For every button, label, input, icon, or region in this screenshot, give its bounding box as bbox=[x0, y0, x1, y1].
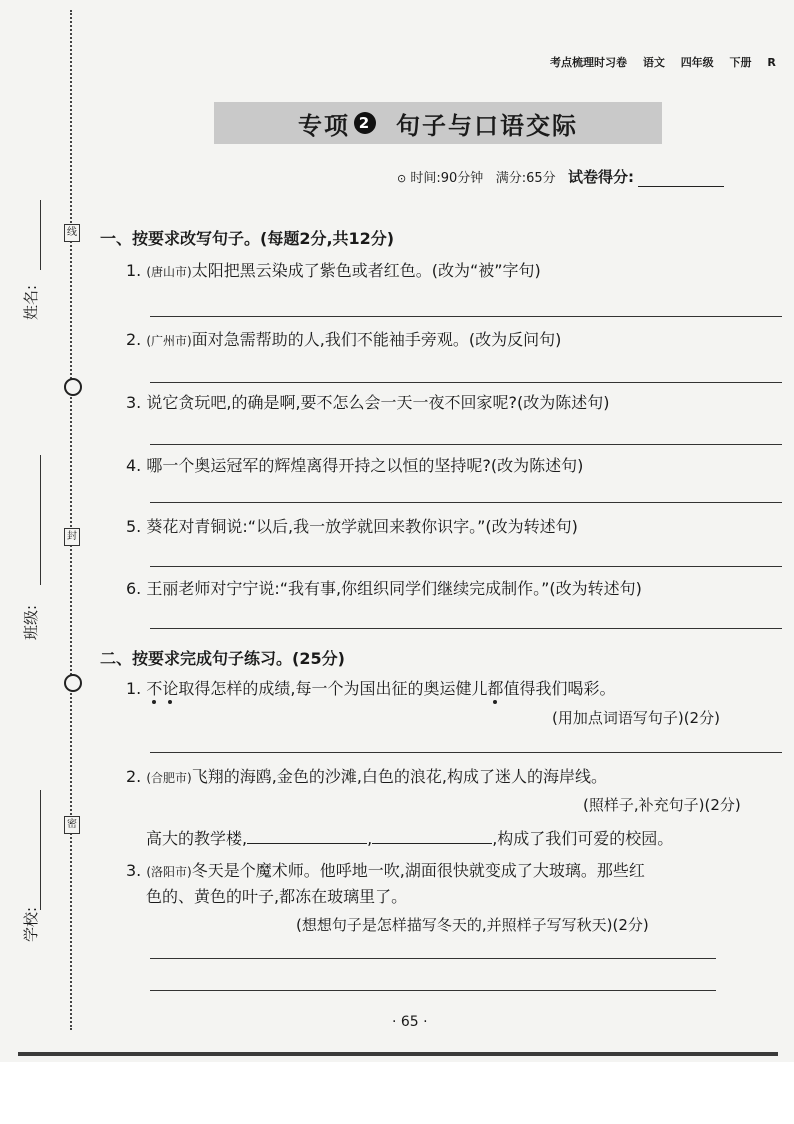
page-number: · 65 · bbox=[392, 1014, 428, 1030]
binding-box-mi: 密 bbox=[64, 816, 80, 834]
question-source: (唐山市) bbox=[146, 265, 192, 279]
score-label: 试卷得分: bbox=[568, 168, 635, 186]
dotted-word: 不 bbox=[146, 679, 163, 698]
banner-prefix: 专项 bbox=[298, 111, 350, 140]
score-field[interactable] bbox=[638, 186, 724, 187]
question-1-2 bbox=[126, 327, 561, 350]
banner-number: 2 bbox=[354, 112, 376, 134]
name-field-line[interactable] bbox=[40, 200, 41, 270]
question-number: 2. bbox=[126, 767, 142, 786]
question-1-3 bbox=[126, 390, 610, 413]
question-text: 面对急需帮助的人,我们不能袖手旁观。(改为反问句) bbox=[191, 330, 562, 349]
question-number: 4. bbox=[126, 456, 142, 475]
topic-banner bbox=[214, 102, 662, 144]
question-text: 太阳把黑云染成了紫色或者红色。(改为“被”字句) bbox=[191, 261, 541, 280]
requirement-2-3: (想想句子是怎样描写冬天的,并照样子写写秋天)(2分) bbox=[296, 916, 649, 934]
exam-meta bbox=[397, 166, 724, 187]
answer-line-6[interactable] bbox=[150, 628, 782, 629]
question-text: 取得怎样的成绩,每一个为国出征的奥运健儿 bbox=[178, 679, 488, 698]
fill-text: 高大的教学楼, bbox=[146, 829, 248, 848]
fill-sentence bbox=[146, 826, 673, 849]
header-info bbox=[550, 54, 776, 70]
dotted-word: 论 bbox=[162, 679, 179, 698]
grade: 四年级 bbox=[680, 56, 714, 69]
answer-line-2[interactable] bbox=[150, 382, 782, 383]
clock-icon: ⊙ bbox=[397, 172, 407, 185]
full-score: 满分:65分 bbox=[495, 171, 556, 186]
fill-text: ,构成了我们可爱的校园。 bbox=[492, 829, 674, 848]
class-field-line[interactable] bbox=[40, 455, 41, 585]
question-number: 3. bbox=[126, 861, 142, 880]
question-number: 3. bbox=[126, 393, 142, 412]
answer-line-1[interactable] bbox=[150, 316, 782, 317]
section1-title: 一、按要求改写句子。(每题2分,共12分) bbox=[100, 229, 395, 248]
binding-box-feng: 封 bbox=[64, 528, 80, 546]
question-number: 2. bbox=[126, 330, 142, 349]
question-2-1 bbox=[126, 676, 616, 699]
answer-line-3[interactable] bbox=[150, 444, 782, 445]
question-number: 5. bbox=[126, 517, 142, 536]
question-source: (洛阳市) bbox=[146, 865, 192, 879]
question-text: 值得我们喝彩。 bbox=[503, 679, 616, 698]
question-text: 说它贪玩吧,的确是啊,要不怎么会一天一夜不回家呢?(改为陈述句) bbox=[146, 393, 610, 412]
question-2-3 bbox=[126, 858, 645, 881]
question-number: 1. bbox=[126, 679, 142, 698]
question-1-5 bbox=[126, 514, 578, 537]
question-source: (合肥市) bbox=[146, 771, 192, 785]
question-text: 葵花对青铜说:“以后,我一放学就回来教你识字。”(改为转述句) bbox=[146, 517, 578, 536]
answer-line-2-1[interactable] bbox=[150, 752, 782, 753]
school-field-line[interactable] bbox=[40, 790, 41, 910]
question-text: 冬天是个魔术师。他呼地一吹,湖面很快就变成了大玻璃。那些红 bbox=[191, 861, 645, 880]
question-2-3-cont: 色的、黄色的叶子,都冻在玻璃里了。 bbox=[146, 887, 408, 906]
banner-title: 句子与口语交际 bbox=[396, 111, 578, 140]
edition: R bbox=[767, 56, 776, 69]
class-label: 班级: bbox=[22, 604, 40, 640]
fill-blank-2[interactable] bbox=[372, 829, 492, 844]
answer-line-5[interactable] bbox=[150, 566, 782, 567]
school-label: 学校: bbox=[22, 906, 40, 942]
binding-hole bbox=[64, 674, 82, 692]
fill-blank-1[interactable] bbox=[247, 829, 367, 844]
time-limit: 时间:90分钟 bbox=[410, 171, 484, 186]
question-number: 1. bbox=[126, 261, 142, 280]
fill-text: , bbox=[367, 829, 373, 848]
dotted-word: 都 bbox=[487, 679, 504, 698]
sheet-edge bbox=[18, 1052, 778, 1056]
question-1-4 bbox=[126, 453, 583, 476]
question-1-6 bbox=[126, 576, 642, 599]
question-number: 6. bbox=[126, 579, 142, 598]
requirement-2-2: (照样子,补充句子)(2分) bbox=[583, 796, 741, 814]
binding-box-xian: 线 bbox=[64, 224, 80, 242]
answer-line-2-3a[interactable] bbox=[150, 958, 716, 959]
requirement-2-1: (用加点词语写句子)(2分) bbox=[552, 709, 720, 727]
answer-line-2-3b[interactable] bbox=[150, 990, 716, 991]
question-2-2 bbox=[126, 764, 607, 787]
question-text: 哪一个奥运冠军的辉煌离得开持之以恒的坚持呢?(改为陈述句) bbox=[146, 456, 584, 475]
section2-title: 二、按要求完成句子练习。(25分) bbox=[100, 649, 345, 668]
volume: 下册 bbox=[729, 56, 752, 69]
question-source: (广州市) bbox=[146, 334, 192, 348]
binding-hole bbox=[64, 378, 82, 396]
question-text: 王丽老师对宁宁说:“我有事,你组织同学们继续完成制作。”(改为转述句) bbox=[146, 579, 642, 598]
answer-line-4[interactable] bbox=[150, 502, 782, 503]
series-name: 考点梳理时习卷 bbox=[550, 56, 627, 69]
name-label: 姓名: bbox=[22, 284, 40, 320]
subject: 语文 bbox=[642, 56, 665, 69]
binding-dotted-line bbox=[70, 10, 72, 1030]
question-1-1 bbox=[126, 258, 541, 281]
question-text: 飞翔的海鸥,金色的沙滩,白色的浪花,构成了迷人的海岸线。 bbox=[191, 767, 607, 786]
